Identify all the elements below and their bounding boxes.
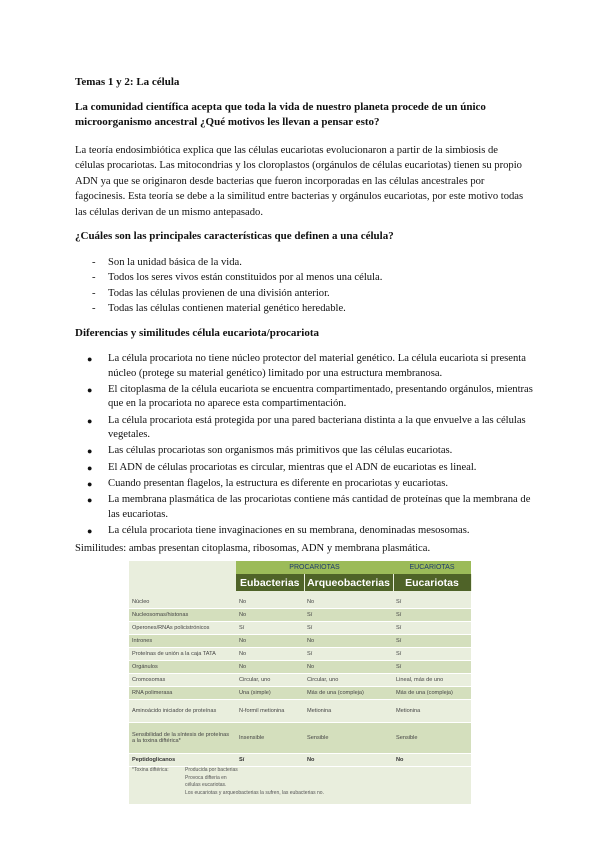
- column-header-eukaryotes: Eucariotas: [393, 574, 471, 591]
- table-row: [129, 622, 471, 635]
- table-row: [129, 596, 471, 609]
- group-header-eukaryotes: EUCARIOTAS: [393, 561, 471, 574]
- table-row: [129, 674, 471, 687]
- table-cell: Sí: [393, 622, 471, 635]
- table-cell: Sí: [236, 754, 304, 767]
- table-cell: Lineal, más de uno: [393, 674, 471, 687]
- table-cell: No: [304, 661, 393, 674]
- table-cell: No: [304, 635, 393, 648]
- table-cell: Circular, uno: [236, 674, 304, 687]
- table-cell: Sí: [393, 635, 471, 648]
- bullet-icon: ●: [87, 462, 93, 473]
- table-cell: Núcleo: [129, 596, 236, 609]
- table-corner-empty: [129, 574, 236, 591]
- table-cell: Aminoácido iniciador de proteínas: [129, 700, 236, 723]
- differences-list: [75, 352, 535, 540]
- table-cell: Metionina: [304, 700, 393, 723]
- question-1-heading: La comunidad científica acepta que toda la vida de nuestro planeta procede de un único microorganismo ancestral ¿Qué motivos les llevan a pensar esto?: [75, 101, 486, 128]
- table-cell: Sí: [393, 648, 471, 661]
- table-row: [129, 661, 471, 674]
- bullet-icon: ●: [87, 354, 93, 364]
- table-cell: No: [236, 635, 304, 648]
- table-cell: No: [236, 648, 304, 661]
- table-row: [129, 609, 471, 622]
- table-cell: Cromosomas: [129, 674, 236, 687]
- list-item: ● La membrana plasmática de las procariotas contiene más cantidad de proteínas que la membrana de las eucariotas.: [87, 493, 531, 520]
- table-cell: Peptidoglicanos: [129, 754, 236, 767]
- table-cell: Sensible: [393, 723, 471, 754]
- column-header-eubacteria: Eubacterias: [236, 574, 304, 591]
- table-cell: Circular, uno: [304, 674, 393, 687]
- table-row: [129, 700, 471, 723]
- characteristics-list: [75, 255, 382, 316]
- table-cell: Sí: [304, 609, 393, 622]
- comparison-table: [129, 561, 471, 804]
- footnote-lines: Producida por bacterias Provoca difteria en células eucariotas. Los eucariotas y arqueobacterias la sufren, las eubacterias no.: [185, 767, 324, 796]
- table-cell: Sí: [393, 596, 471, 609]
- bullet-icon: ●: [87, 478, 93, 489]
- list-item: ● La célula procariota no tiene núcleo protector del material genético. La célula eucariota si presenta núcleo (protege su material genético) limitado por una estructura membranosa.: [87, 353, 526, 379]
- bullet-icon: ●: [87, 525, 93, 536]
- table-cell: Sí: [236, 622, 304, 635]
- table-row: [129, 687, 471, 700]
- table-cell: N-formil metionina: [236, 700, 304, 723]
- bullet-icon: ●: [87, 384, 93, 395]
- table-cell: Nucleosomas/histonas: [129, 609, 236, 622]
- answer-1-paragraph: La teoría endosimbiótica explica que las células eucariotas evolucionaron a partir de la simbiosis de células procariotas. Las mitocondrias y los cloroplastos (orgánulos de células eucariotas) tienen su propio ADN ya que se originaron desde bacterias que fueron incorporadas en las células ancestrales por fagocinesis. Esta teoría se debe a la similitud entre bacterias y orgánulos eucariotas, por este motivo todas las células derivan de un mismo antepasado.: [75, 145, 524, 218]
- list-item: - Son la unidad básica de la vida.: [75, 255, 382, 270]
- table-cell: RNA polimerasa: [129, 687, 236, 700]
- table-cell: Sí: [304, 622, 393, 635]
- table-cell: Sí: [393, 609, 471, 622]
- table-cell: No: [236, 596, 304, 609]
- table-cell: Una (simple): [236, 687, 304, 700]
- table-cell: No: [236, 609, 304, 622]
- list-item: - Todos los seres vivos están constituidos por al menos una célula.: [75, 270, 382, 285]
- list-item: ● Cuando presentan flagelos, la estructura es diferente en procariotas y eucariotas.: [75, 477, 535, 492]
- table-cell: Sensible: [304, 723, 393, 754]
- list-item: ● Las células procariotas son organismos más primitivos que las células eucariotas.: [75, 444, 535, 459]
- page-title: Temas 1 y 2: La célula: [75, 76, 180, 88]
- table-cell: Sí: [393, 661, 471, 674]
- table-cell: Operones/RNAs policistrónicos: [129, 622, 236, 635]
- section-3-heading: Diferencias y similitudes célula eucariota/procariota: [75, 327, 319, 339]
- list-item: ● El ADN de células procariotas es circular, mientras que el ADN de eucariotas es lineal.: [75, 461, 535, 476]
- table-row: [129, 754, 471, 767]
- bullet-icon: ●: [87, 415, 93, 426]
- table-cell: Más de una (compleja): [393, 687, 471, 700]
- table-cell: Proteínas de unión a la caja TATA: [129, 648, 236, 661]
- table-cell: Sensibilidad de la síntesis de proteínas a la toxina diftérica*: [129, 723, 236, 754]
- group-header-prokaryotes: PROCARIOTAS: [236, 561, 393, 574]
- list-item: ● La célula procariota tiene invaginaciones en su membrana, denominadas mesosomas.: [75, 524, 535, 539]
- bullet-icon: ●: [87, 494, 93, 505]
- table-cell: Insensible: [236, 723, 304, 754]
- list-item: - Todas las células contienen material genético heredable.: [75, 301, 382, 316]
- table-row: [129, 648, 471, 661]
- table-cell: Orgánulos: [129, 661, 236, 674]
- table-cell: Más de una (compleja): [304, 687, 393, 700]
- table-cell: Metionina: [393, 700, 471, 723]
- table-corner-empty: [129, 561, 236, 574]
- similarities-text: Similitudes: ambas presentan citoplasma, ribosomas, ADN y membrana plasmática.: [75, 543, 431, 554]
- question-2-heading: ¿Cuáles son las principales características que definen a una célula?: [75, 230, 394, 242]
- footnote-label: *Toxina diftérica:: [132, 767, 169, 773]
- table-cell: No: [304, 754, 393, 767]
- table-row: [129, 723, 471, 754]
- list-item: ● La célula procariota está protegida por una pared bacteriana distinta a la que envuelve a las células vegetales.: [87, 414, 526, 441]
- table-cell: No: [393, 754, 471, 767]
- list-item: ● El citoplasma de la célula eucariota se encuentra compartimentado, presentando orgánulos, mientras que en la procariota no aparece esta compartimentación.: [87, 383, 533, 410]
- bullet-icon: ●: [87, 446, 93, 457]
- table-cell: Intrones: [129, 635, 236, 648]
- list-item: - Todas las células provienen de una división anterior.: [75, 286, 382, 301]
- table-row: [129, 635, 471, 648]
- table-cell: No: [304, 596, 393, 609]
- table-cell: No: [236, 661, 304, 674]
- table-cell: Sí: [304, 648, 393, 661]
- column-header-archaebacteria: Arqueobacterias: [304, 574, 393, 591]
